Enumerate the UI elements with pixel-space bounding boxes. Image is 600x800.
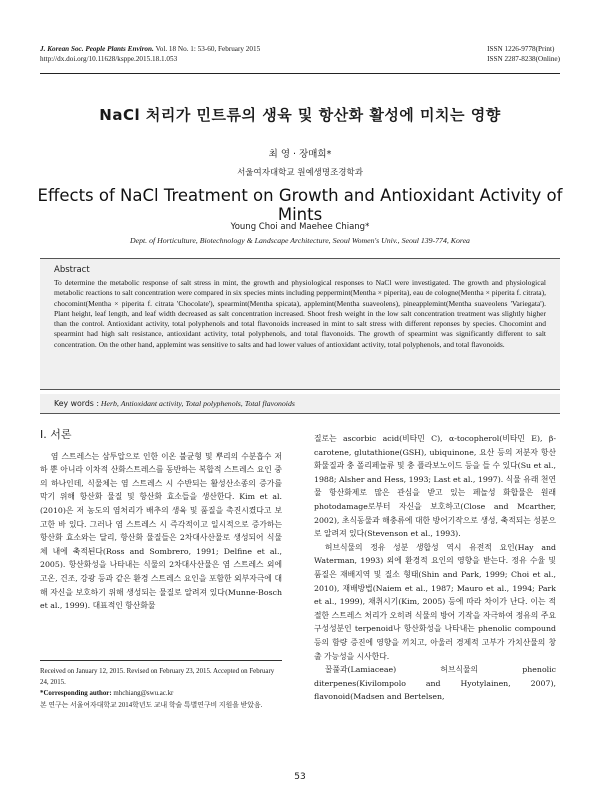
abstract-text: To determine the metabolic response of salt stress in mint, the growth and physiological responses to NaCl were investigated. The growth and physiological metabolic reactions to salt concentration were compared in six species mints including peppermint(Mentha × piperita), eau de cologne(Mentha × piperita f. citrata), chocomint(Mentha × piperita f. citrata 'Chocolate'), spearmint(Mentha spicata), applemint(Mentha suaveolens), pineapplemint(Mentha suaveolens 'Variegata'). Plant height, leaf length, and leaf width decreased as salt concentration increased. Shoot fresh weight in the low salt concentration treatment was slightly higher than the control. Antioxidant activity, total polyphenols and total flavonoids increased in mint to salt stress with different reponses by species. Chocomint and spearmint had high salt resistance, antioxidant activity, total polyphenols, and total flavonoids. The growth of spearmint was significantly different to salt concentration. On the other hand, applemint was sensitive to salts and had lower values of antioxidant activity, total polyphenols, and total flavonoids. bbox=[54, 278, 546, 349]
corresponding-email[interactable]: mhchiang@swu.ac.kr bbox=[113, 690, 174, 698]
corresponding-author bbox=[40, 688, 282, 699]
intro-paragraph-3: 꿀풀과(Lamiaceae) 허브식물의 phenolic diterpenes(Kivilompolo and Hyotylainen, 2007), flavonoid(Madsen and Bertelsen, bbox=[314, 665, 556, 702]
page-number: 53 bbox=[294, 772, 306, 782]
keywords-text: Herb, Antioxidant activity, Total polyphenols, Total flavonoids bbox=[100, 399, 295, 408]
abstract-box bbox=[40, 258, 560, 390]
issn-online: ISSN 2287-8238(Online) bbox=[487, 55, 560, 63]
intro-paragraph-continued: 질로는 ascorbic acid(비타민 C), α-tocopherol(비타민 E), β-carotene, glutathione(GSH), ubiquinone, 요산 등의 저분자 항산화물질과 충 폴리페놀류 및 충 플라보노이드 등을 들 수 있다(Su et al., 1988; Alsher and Hess, 1993; Last et al., 1997). 식물 유래 천연물 항산화제로 많은 관심을 받고 있는 페놀성 화합물은 원래 photodamage로부터 자신을 보호하고(Close and Mcarther, 2002), 초식동물과 해충류에 대한 방어기작으로 생성, 축적되는 성분으로 알려져 있다(Stevenson et al., 1993). bbox=[314, 434, 556, 539]
issn-block bbox=[487, 44, 560, 64]
korean-title: NaCl 처리가 민트류의 생육 및 항산화 활성에 미치는 영향 bbox=[99, 106, 501, 124]
left-column bbox=[40, 428, 282, 613]
issn-print: ISSN 1226-9778(Print) bbox=[487, 45, 555, 53]
english-title: Effects of NaCl Treatment on Growth and Antioxidant Activity of Mints bbox=[37, 186, 563, 224]
funding-note: 본 연구는 서울여자대학교 2014학년도 교내 학술 특별연구비 지원을 받았음. bbox=[40, 701, 263, 709]
received-dates: Received on January 12, 2015. Revised on February 23, 2015. Accepted on February 24, 2015. bbox=[40, 668, 275, 687]
intro-paragraph-2: 허브식물의 정유 성분 생합성 역시 유전적 요인(Hay and Waterman, 1993) 외에 환경적 요인의 영향을 받는다. 정유 수율 및 품질은 재배지역 및 질소 형태(Shin and Park, 1999; Choi et al., 2010), 재배방법(Naiem et al., 1987; Mauro et al., 1994; Park et al., 1999), 채취시기(Kim, 2005) 등에 따라 차이가 난다. 이는 적절한 스트레스 처리가 오히려 식물의 방어 기작을 자극하여 정유의 주요 구성성분인 terpenoid나 항산화성을 나타내는 phenolic compound 등의 함량 증진에 영향을 끼치고, 아울러 경제적 고부가 가치산물의 창출 가능성을 시사한다. bbox=[314, 542, 556, 661]
right-column bbox=[314, 432, 556, 704]
abstract-heading: Abstract bbox=[54, 265, 90, 275]
journal-volume: Vol. 18 No. 1: 53-60, February 2015 bbox=[155, 45, 261, 53]
corresponding-label: *Corresponding author: bbox=[40, 690, 112, 698]
section-heading: Ⅰ. 서론 bbox=[40, 428, 72, 441]
footnotes bbox=[40, 666, 282, 711]
english-authors: Young Choi and Maehee Chiang* bbox=[230, 222, 370, 232]
keywords-box bbox=[40, 394, 560, 414]
keywords-label: Key words : bbox=[54, 399, 99, 408]
english-affiliation: Dept. of Horticulture, Biotechnology & Landscape Architecture, Seoul Women's Univ., Seoul 139-774, Korea bbox=[130, 236, 470, 245]
intro-paragraph-1: 염 스트레스는 삼투압으로 인한 이온 불균형 및 뿌리의 수분흡수 저하 뿐 아니라 이차적 산화스트레스를 동반하는 복합적 스트레스 요인 중의 하나인데, 식물체는 염 스트레스 시 수반되는 활성산소종의 증가를 막기 위해 항산화 물질 및 항산화 효소들을 생산한다. Kim et al.(2010)은 저 농도의 염처리가 배추의 생육 및 품질을 촉진시켰다고 보고한 바 있다. 그러나 염 스트레스 시 즉각적이고 일시적으로 증가하는 항산화 효소와는 달리, 항산화 물질들은 2차대사산물로 생성되어 식물체 내에 축적된다(Ross and Sombrero, 1991; Delfine et al., 2005). 항산화성을 나타내는 식물의 2차대사산물은 염 스트레스 외에 고온, 건조, 강광 등과 같은 환경 스트레스 요인을 포함한 외부자극에 대해 자신을 보호하기 위해 생성되는 물질로 알려져 있다(Munne-Bosch et al., 1999). 대표적인 항산화물 bbox=[40, 451, 282, 611]
journal-header bbox=[40, 44, 260, 64]
korean-affiliation: 서울여자대학교 원예생명조경학과 bbox=[237, 168, 363, 178]
doi-link[interactable]: http://dx.doi.org/10.11628/ksppe.2015.18.1.053 bbox=[40, 55, 178, 63]
journal-name: J. Korean Soc. People Plants Environ. bbox=[40, 45, 154, 53]
footnote-divider bbox=[40, 660, 282, 661]
header-divider bbox=[40, 73, 560, 74]
korean-authors: 최 영 · 장매희* bbox=[268, 149, 332, 160]
